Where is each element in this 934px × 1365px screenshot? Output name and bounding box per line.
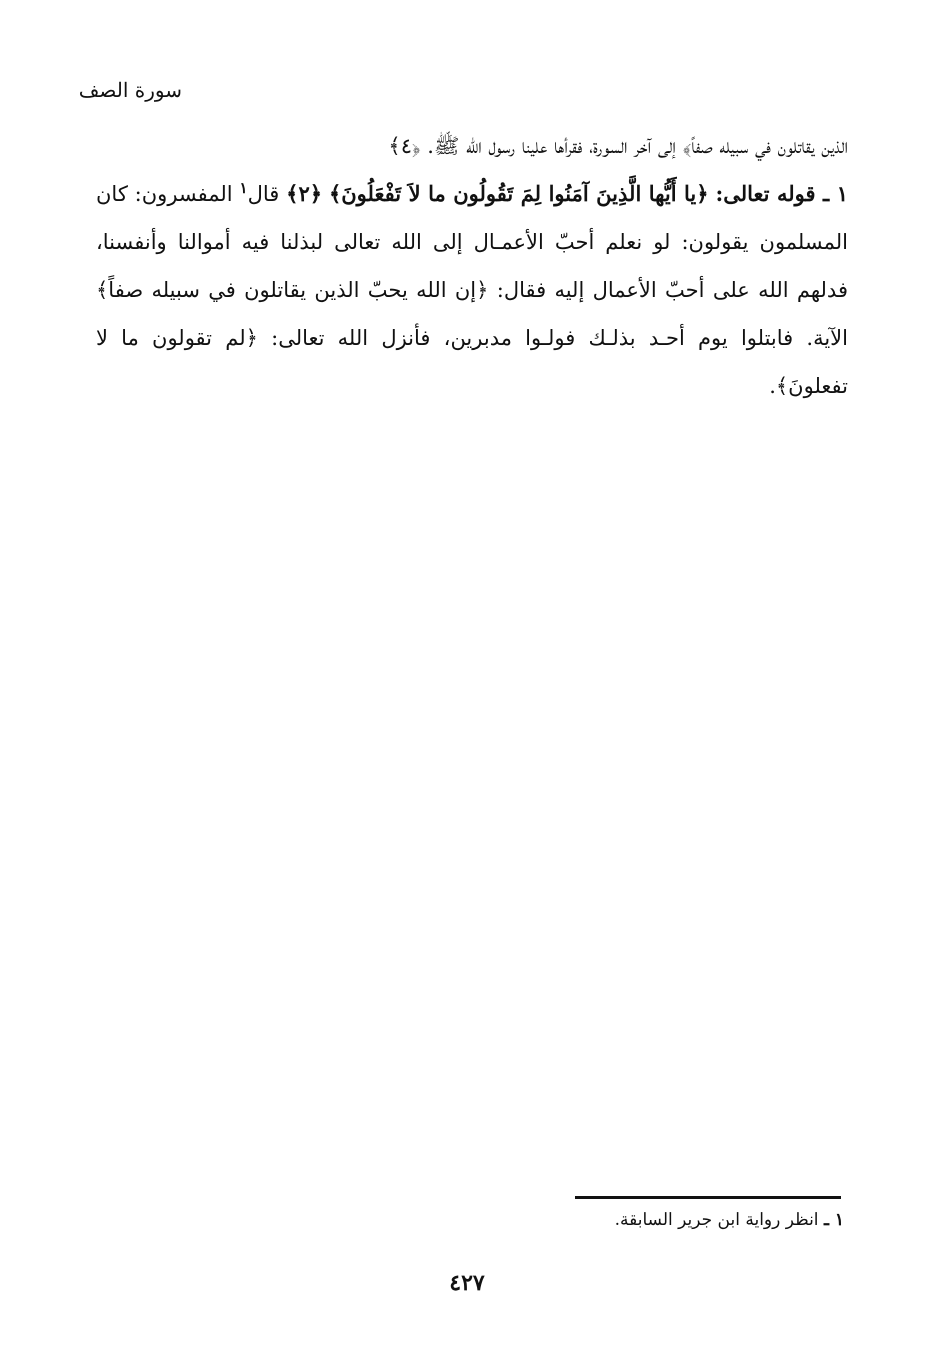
footnote-number: ١ ـ — [823, 1210, 844, 1230]
continuation-text: الذين يقاتلون في سبيله صفاً﴾ إلى آخر السورة، فقرأها علينا رسول الله ﷺ. — [427, 134, 848, 158]
paragraph-1 — [96, 170, 848, 410]
footnote-divider — [575, 1196, 841, 1199]
commentary-text: المفسرون: كان المسلمون يقولون: لو نعلم أحبّ الأعمـال إلى الله تعالى لبذلنا فيه أموالنا وأنفسنا، فدلهم الله على أحبّ الأعمال إليه فقال: ﴿إن الله يحبّ الذين يقاتلون في سبيله صفاً﴾ الآية. فابتلوا يوم أحـد بذلـك فولـوا مدبرين، فأنزل الله تعالى: ﴿لم تقولون ما لا تفعلونَ﴾. — [96, 182, 848, 398]
footnote — [615, 1210, 844, 1230]
footnote-marker: ١ — [239, 179, 248, 197]
verse-reference: ﴿٢﴾ — [286, 181, 323, 206]
page-number: ٤٢٧ — [449, 1270, 485, 1296]
qal-word: قال — [247, 182, 280, 206]
surah-title: سورة الصف — [78, 78, 182, 102]
verse-reference: ﴿٤﴾ — [388, 134, 421, 158]
quranic-verse: ﴿يا أَيُّها الَّذِينَ آمَنُوا لِمَ تَقُولُون ما لاَ تَفْعَلُونَ﴾ — [328, 181, 709, 206]
paragraph-continuation — [96, 122, 848, 170]
footnote-text: انظر رواية ابن جرير السابقة. — [614, 1210, 819, 1230]
paragraph-number-label: ١ ـ قوله تعالى: — [715, 181, 848, 206]
main-text — [96, 122, 848, 410]
